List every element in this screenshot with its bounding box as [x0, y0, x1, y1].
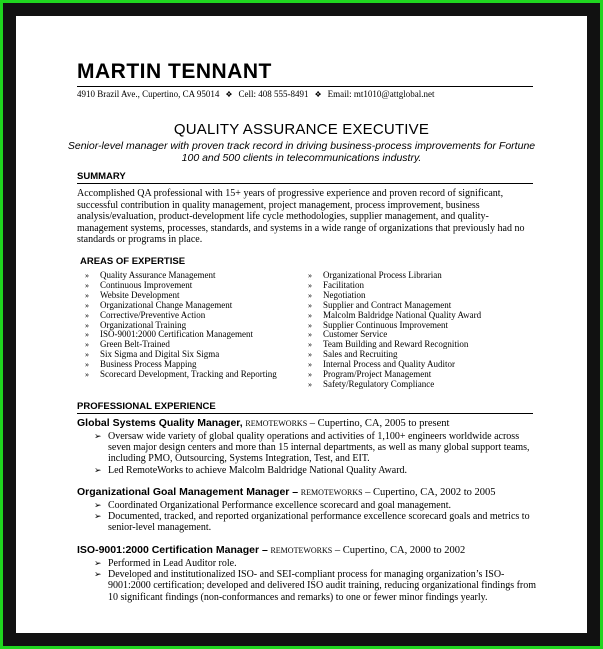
job-heading [77, 486, 496, 498]
resume-page [16, 16, 587, 633]
chevron-bullet-icon: » [85, 300, 89, 310]
job-details: – Cupertino, CA, 2002 to 2005 [365, 487, 496, 498]
chevron-bullet-icon: » [308, 271, 312, 280]
expertise-item-text: Continuous Improvement [100, 279, 193, 290]
expertise-item-text: Scorecard Development, Tracking and Reporting [100, 369, 277, 380]
expertise-item-text: Facilitation [323, 279, 364, 290]
expertise-item-text: Six Sigma and Digital Six Sigma [100, 349, 220, 360]
expertise-item-text: Supplier and Contract Management [323, 299, 452, 310]
chevron-bullet-icon: » [85, 310, 89, 320]
resume-tagline: Senior-level manager with proven track record in driving business-process improvements for Fortune 100 and 500 clients in telecommunications industry. [67, 140, 536, 164]
expertise-item-text: Quality Assurance Management [100, 270, 216, 280]
areas-heading: AREAS OF EXPERTISE [80, 256, 186, 267]
job-company: REMOTEWORKS [300, 488, 363, 497]
expertise-item [85, 370, 277, 380]
expertise-item-text: Program/Project Management [323, 369, 432, 380]
job-bullet [94, 558, 539, 569]
chevron-bullet-icon: » [308, 330, 312, 340]
contact-line [77, 89, 434, 99]
job-details: – Cupertino, CA, 2005 to present [309, 418, 450, 429]
areas-list-left [85, 271, 277, 380]
chevron-bullet-icon: » [85, 370, 89, 380]
job-bullet [94, 569, 539, 603]
diamond-separator-icon: ❖ [314, 90, 322, 99]
areas-list-right [308, 271, 481, 390]
job-bullet [94, 511, 539, 533]
job-bullets [94, 558, 539, 603]
expertise-item-text: Safety/Regulatory Compliance [323, 378, 435, 389]
chevron-bullet-icon: » [308, 340, 312, 350]
chevron-bullet-icon: » [308, 290, 312, 300]
candidate-name: MARTIN TENNANT [77, 60, 272, 83]
expertise-item-text: Supplier Continuous Improvement [323, 319, 448, 330]
chevron-bullet-icon: » [308, 280, 312, 290]
job-bullet [94, 465, 539, 476]
chevron-bullet-icon: » [85, 320, 89, 330]
arrow-bullet-icon: ➢ [94, 511, 102, 522]
job-bullets [94, 500, 539, 534]
expertise-item-text: Sales and Recruiting [323, 349, 398, 360]
expertise-item-text: Internal Process and Quality Auditor [323, 359, 455, 370]
contact-email: Email: mt1010@attglobal.net [327, 89, 435, 99]
expertise-item-text: Green Belt-Trained [100, 339, 170, 350]
diamond-separator-icon: ❖ [225, 90, 233, 99]
job-bullet [94, 431, 539, 465]
job-bullet-text: Developed and institutionalized ISO- and SEI-compliant process for managing organization’s ISO-9001:2000 certification; developed and delivered ISO audit training, reducing organizational findings from 10 significant findings (non-conformances and remarks) to one or fewer minor findings yearly. [108, 569, 537, 603]
job-bullet-text: Coordinated Organizational Performance excellence scorecard and goal management. [108, 500, 451, 511]
expertise-item-text: Corrective/Preventive Action [100, 309, 206, 320]
expertise-item-text: Organizational Process Librarian [323, 270, 442, 280]
experience-heading: PROFESSIONAL EXPERIENCE [77, 401, 216, 412]
job-details: – Cupertino, CA, 2000 to 2002 [334, 545, 466, 556]
summary-text: Accomplished QA professional with 15+ years of progressive experience and proven record of significant, successful contribution in quality management, project management, process improvement, business analysis/evaluation, product-development life cycle methodologies, supplier management, and quality-management systems, processes, standards, and systems in a wide range of organizations that previously had no standards or programs in place. [77, 188, 525, 245]
expertise-item-text: Customer Service [323, 329, 388, 340]
expertise-item-text: Team Building and Reward Recognition [323, 339, 469, 350]
expertise-item [308, 380, 481, 390]
chevron-bullet-icon: » [308, 379, 312, 389]
job-bullet-text: Documented, tracked, and reported organizational performance excellence scorecard goals and metrics to senior-level management. [108, 511, 530, 534]
resume-title: QUALITY ASSURANCE EXECUTIVE [173, 121, 430, 138]
name-underline [77, 86, 533, 87]
job-bullets [94, 431, 539, 476]
expertise-item-text: ISO-9001:2000 Certification Management [100, 329, 253, 340]
chevron-bullet-icon: » [308, 350, 312, 360]
chevron-bullet-icon: » [308, 360, 312, 370]
job-bullet-text: Led RemoteWorks to achieve Malcolm Baldridge National Quality Award. [108, 464, 408, 476]
arrow-bullet-icon: ➢ [94, 464, 102, 475]
chevron-bullet-icon: » [308, 320, 312, 330]
arrow-bullet-icon: ➢ [94, 500, 102, 510]
chevron-bullet-icon: » [85, 330, 89, 340]
chevron-bullet-icon: » [85, 280, 89, 290]
chevron-bullet-icon: » [308, 310, 312, 320]
summary-rule [77, 183, 533, 184]
chevron-bullet-icon: » [85, 271, 89, 280]
arrow-bullet-icon: ➢ [94, 569, 102, 580]
expertise-item-text: Organizational Training [100, 319, 187, 330]
job-heading [77, 417, 449, 429]
expertise-item-text: Website Development [100, 289, 180, 300]
job-heading [77, 544, 465, 556]
job-company: REMOTEWORKS [270, 546, 333, 555]
chevron-bullet-icon: » [85, 350, 89, 360]
chevron-bullet-icon: » [308, 370, 312, 380]
job-role: Organizational Goal Management Manager – [77, 486, 299, 498]
summary-heading: SUMMARY [77, 171, 126, 182]
job-role: ISO-9001:2000 Certification Manager – [77, 544, 268, 556]
job-role: Global Systems Quality Manager, [77, 417, 243, 429]
job-company: REMOTEWORKS [245, 419, 308, 428]
arrow-bullet-icon: ➢ [94, 431, 102, 441]
expertise-item-text: Business Process Mapping [100, 359, 197, 370]
chevron-bullet-icon: » [85, 360, 89, 370]
chevron-bullet-icon: » [85, 290, 89, 300]
job-bullet-text: Performed in Lead Auditor role. [108, 558, 237, 569]
expertise-item-text: Malcolm Baldridge National Quality Award [323, 309, 482, 320]
expertise-item-text: Organizational Change Management [100, 299, 233, 310]
chevron-bullet-icon: » [85, 340, 89, 350]
contact-address: 4910 Brazil Ave., Cupertino, CA 95014 [77, 89, 220, 99]
job-bullet-text: Oversaw wide variety of global quality operations and activities of 1,100+ engineers worldwide across seven major design centers and more than 15 internal departments, as well as many global support teams, including PMO, Outsourcing, Systems Integration, Test, and EIT. [108, 431, 530, 465]
expertise-item-text: Negotiation [323, 289, 366, 300]
chevron-bullet-icon: » [308, 300, 312, 310]
experience-rule [77, 413, 533, 414]
contact-cell: Cell: 408 555-8491 [238, 89, 309, 99]
job-bullet [94, 500, 539, 511]
arrow-bullet-icon: ➢ [94, 558, 102, 568]
